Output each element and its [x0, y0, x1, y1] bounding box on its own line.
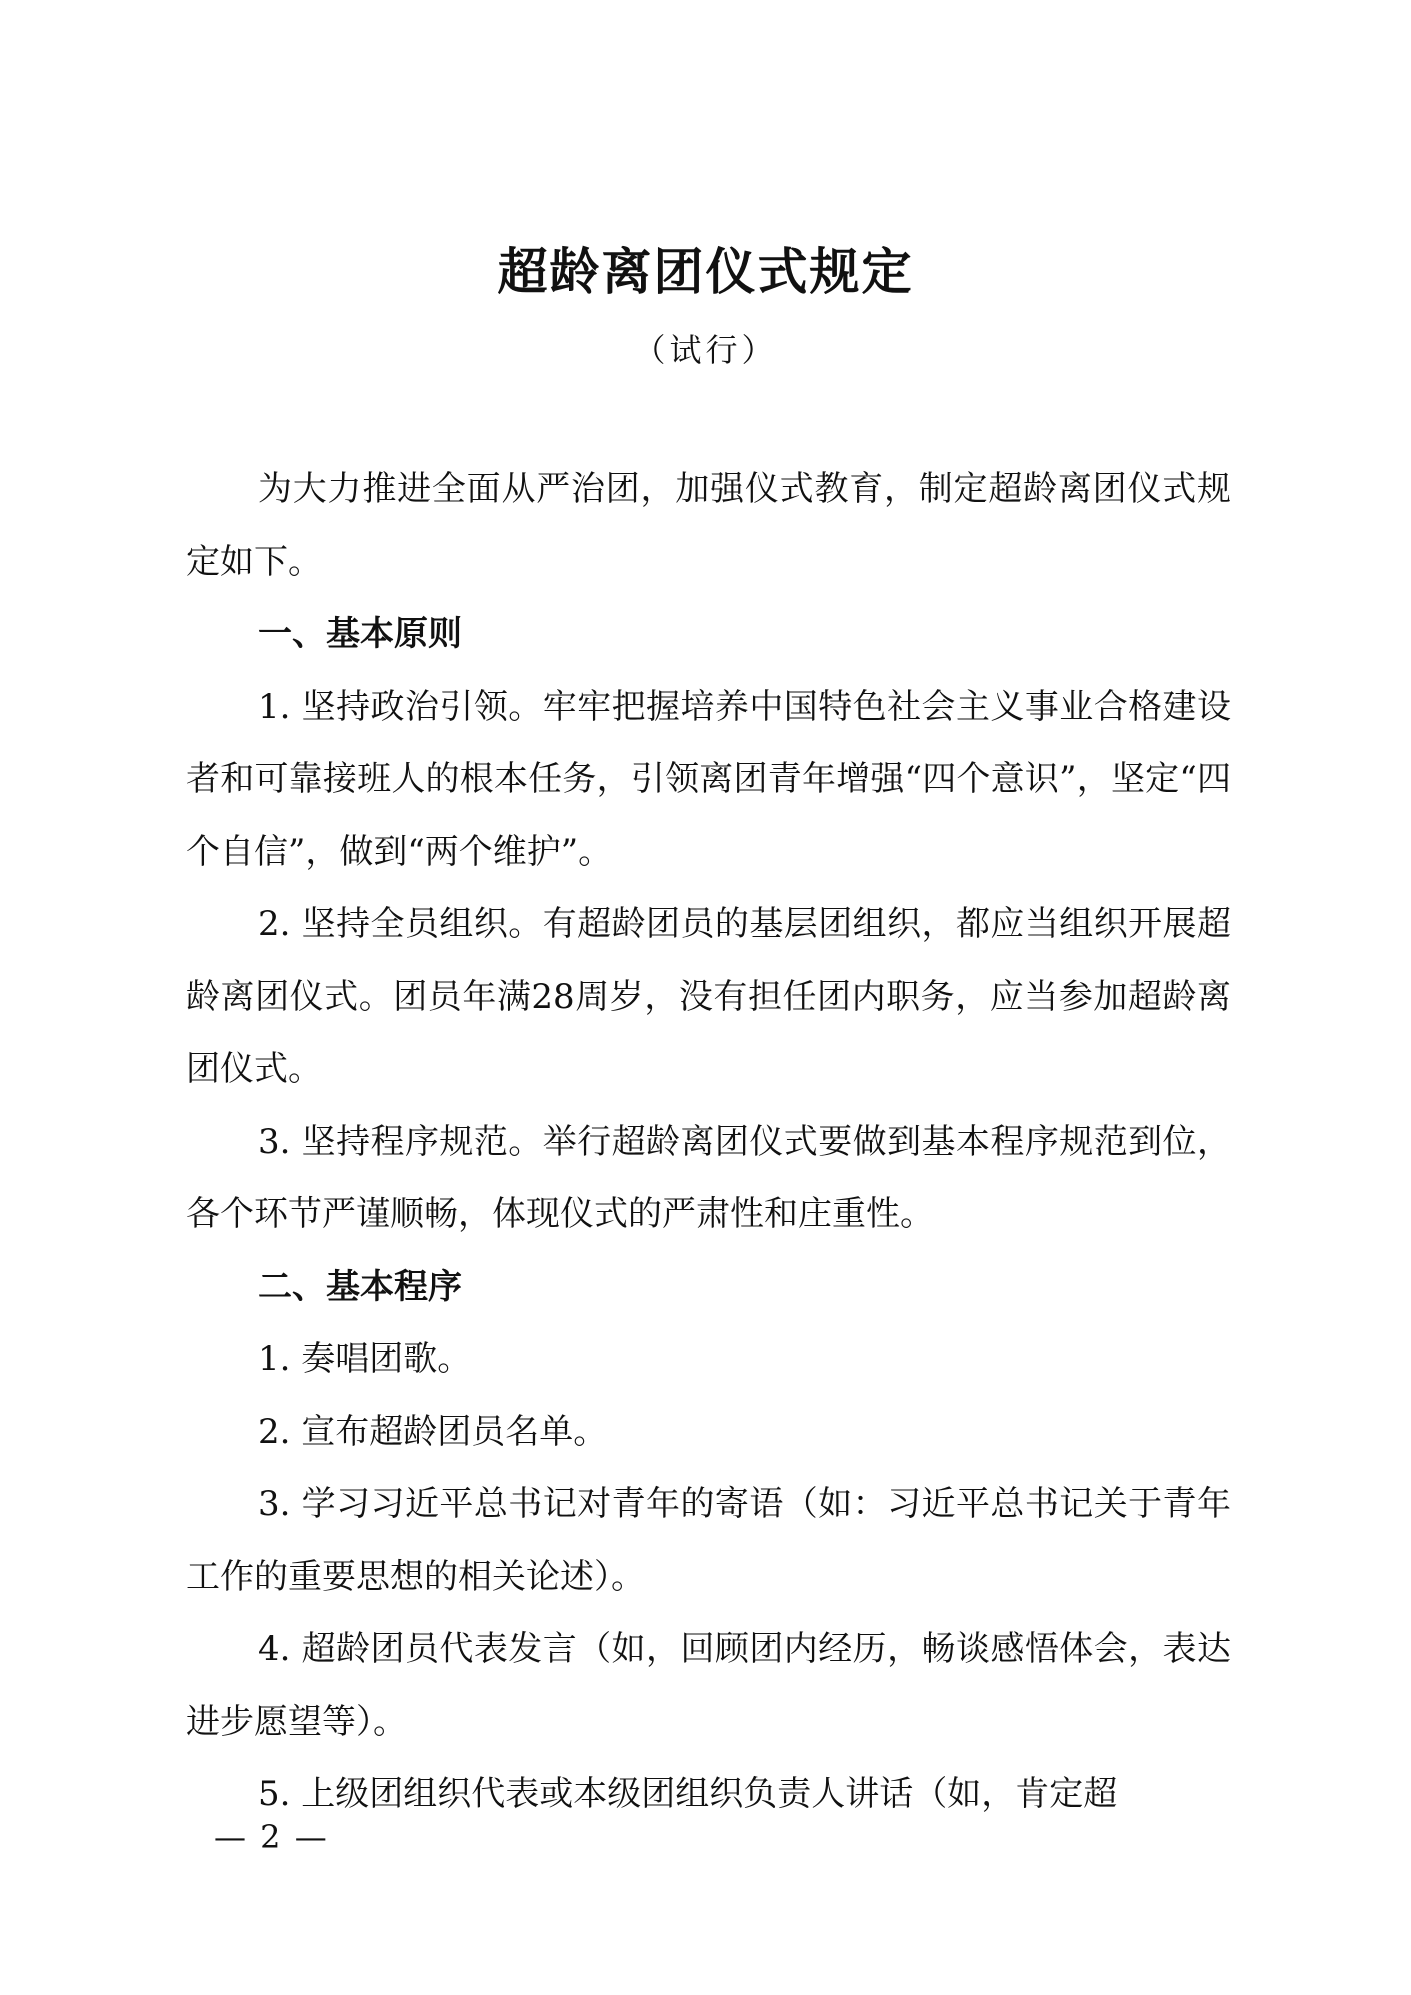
document-body: [186, 453, 1231, 1831]
page-number: — 2 —: [214, 1818, 329, 1856]
procedure-item-1: 1. 奏唱团歌。: [258, 1339, 472, 1379]
document-title: 超龄离团仪式规定: [497, 242, 914, 301]
procedure-item-5: 5. 上级团组织代表或本级团组织负责人讲话（如，肯定超: [258, 1774, 1118, 1814]
principle-item-2: 2. 坚持全员组织。有超龄团员的基层团组织，都应当组织开展超龄离团仪式。团员年满28周岁，没有担任团内职务，应当参加超龄离团仪式。: [186, 904, 1231, 1089]
procedure-item-4: 4. 超龄团员代表发言（如，回顾团内经历，畅谈感悟体会，表达进步愿望等）。: [186, 1629, 1231, 1742]
procedure-item-3: 3. 学习习近平总书记对青年的寄语（如：习近平总书记关于青年工作的重要思想的相关论述）。: [186, 1484, 1231, 1597]
section-heading-basic-principles: 一、基本原则: [258, 614, 462, 654]
procedure-item-2: 2. 宣布超龄团员名单。: [258, 1411, 608, 1452]
section-heading-basic-procedure: 二、基本程序: [258, 1266, 462, 1307]
intro-paragraph: 为大力推进全面从严治团，加强仪式教育，制定超龄离团仪式规定如下。: [186, 469, 1231, 582]
principle-item-3: 3. 坚持程序规范。举行超龄离团仪式要做到基本程序规范到位，各个环节严谨顺畅，体现仪式的严肃性和庄重性。: [186, 1121, 1231, 1234]
document-subtitle: （试行）: [633, 331, 778, 369]
principle-item-1: 1. 坚持政治引领。牢牢把握培养中国特色社会主义事业合格建设者和可靠接班人的根本任务，引领离团青年增强“四个意识”，坚定“四个自信”，做到“两个维护”。: [186, 686, 1231, 872]
